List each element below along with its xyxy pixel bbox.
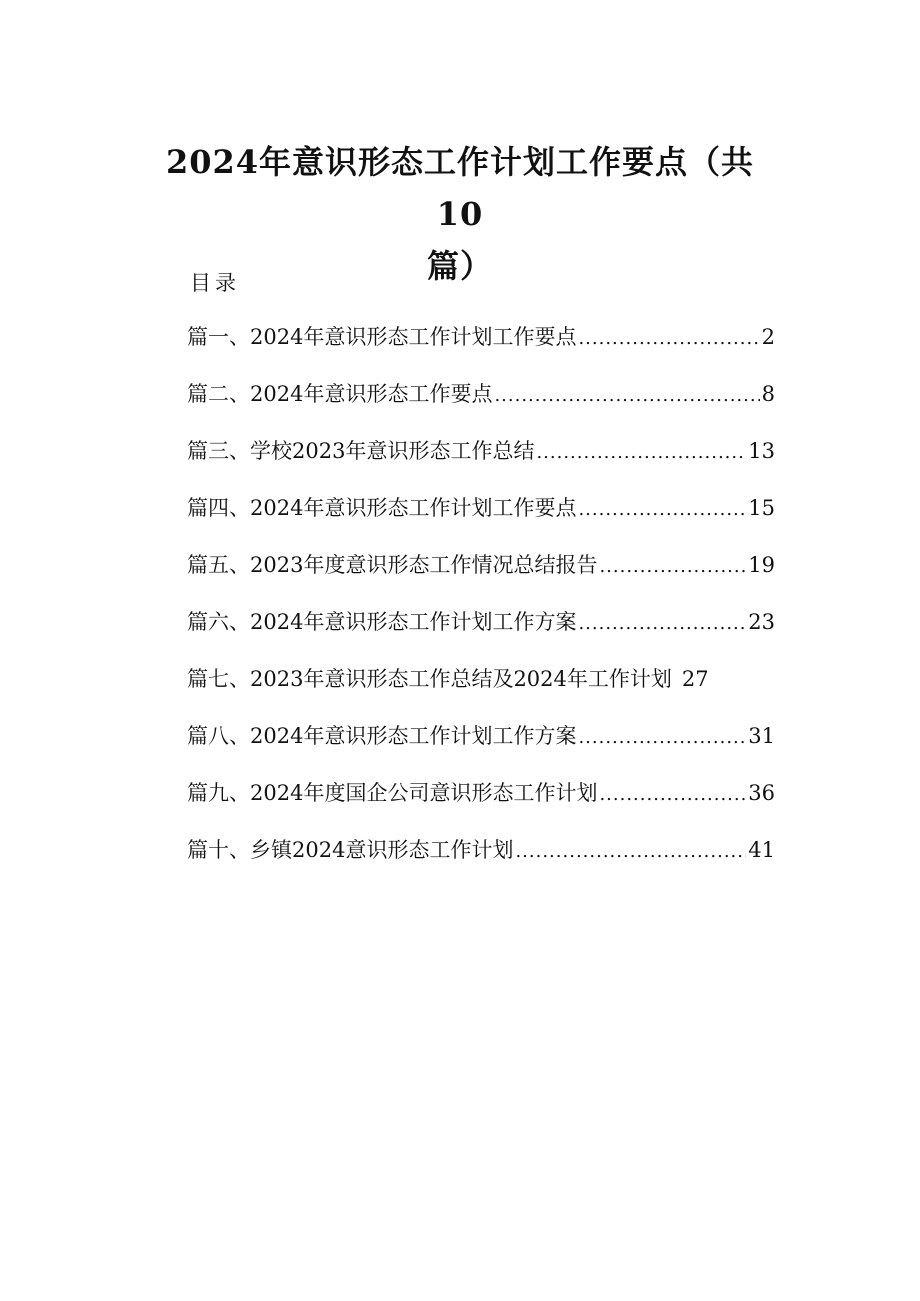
toc-entry-title: 篇九、2024年度国企公司意识形态工作计划 (187, 781, 598, 805)
toc-entry-title: 篇三、学校2023年意识形态工作总结 (187, 439, 535, 463)
toc-entry-page-number: 8 (761, 382, 775, 406)
toc-entry[interactable] (187, 662, 775, 719)
toc-entry-page-number: 15 (748, 496, 775, 520)
document-title-line-1: 2024年意识形态工作计划工作要点（共10 (165, 143, 755, 233)
toc-dot-leader (515, 835, 746, 869)
toc-entry[interactable] (187, 320, 775, 377)
toc-entry[interactable] (187, 377, 775, 434)
document-title-line-2: 篇） (426, 247, 493, 285)
toc-entry-page-number: 23 (748, 610, 775, 634)
table-of-contents (187, 320, 775, 890)
toc-entry[interactable] (187, 719, 775, 776)
toc-dot-leader (578, 493, 746, 527)
toc-dot-leader (536, 436, 746, 470)
toc-entry-page-number: 41 (748, 838, 775, 862)
toc-entry[interactable] (187, 491, 775, 548)
toc-dot-leader (578, 607, 746, 641)
toc-entry-page-number: 19 (748, 553, 775, 577)
toc-dot-leader (494, 379, 759, 413)
toc-entry[interactable] (187, 833, 775, 890)
toc-dot-leader (578, 322, 759, 356)
toc-entry-page-number: 27 (681, 667, 709, 691)
toc-entry-title: 篇一、2024年意识形态工作计划工作要点 (187, 325, 577, 349)
toc-heading: 目录 (190, 271, 240, 295)
toc-entry[interactable] (187, 776, 775, 833)
toc-entry-page-number: 36 (748, 781, 775, 805)
toc-dot-leader (599, 778, 746, 812)
toc-entry-title: 篇七、2023年意识形态工作总结及2024年工作计划 (187, 667, 672, 691)
toc-entry-page-number: 31 (748, 724, 775, 748)
toc-entry[interactable] (187, 548, 775, 605)
toc-entry-page-number: 2 (761, 325, 775, 349)
toc-dot-leader (599, 550, 746, 584)
toc-entry[interactable] (187, 434, 775, 491)
document-title (150, 136, 770, 292)
toc-entry-title: 篇四、2024年意识形态工作计划工作要点 (187, 496, 577, 520)
toc-entry-title: 篇十、乡镇2024意识形态工作计划 (187, 838, 514, 862)
toc-entry-page-number: 13 (748, 439, 775, 463)
toc-entry-title: 篇六、2024年意识形态工作计划工作方案 (187, 610, 577, 634)
toc-dot-leader (578, 721, 746, 755)
toc-entry-title: 篇八、2024年意识形态工作计划工作方案 (187, 724, 577, 748)
toc-entry-title: 篇二、2024年意识形态工作要点 (187, 382, 493, 406)
toc-entry[interactable] (187, 605, 775, 662)
toc-entry-title: 篇五、2023年度意识形态工作情况总结报告 (187, 553, 598, 577)
